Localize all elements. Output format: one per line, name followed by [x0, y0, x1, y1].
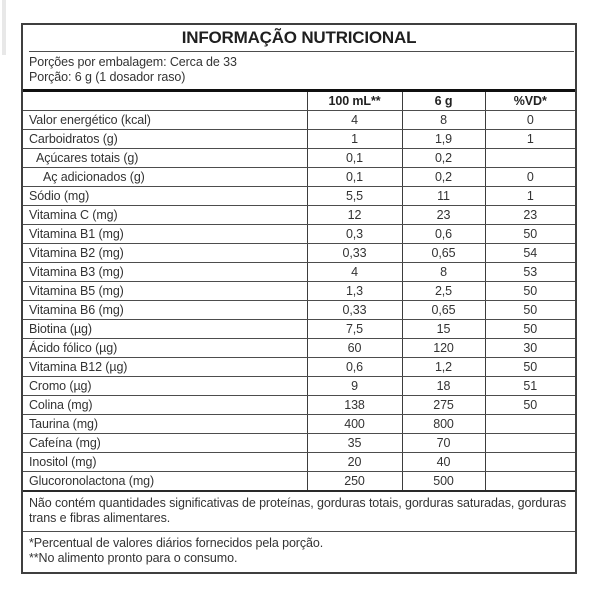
value-6g: 40 — [402, 453, 485, 472]
table-row-taurina — [23, 415, 575, 434]
value-vd: 30 — [485, 339, 575, 358]
table-row-acido-folico — [23, 339, 575, 358]
value-6g: 0,65 — [402, 301, 485, 320]
table-row-inositol — [23, 453, 575, 472]
nutrient-label: Vitamina C (mg) — [23, 206, 307, 225]
value-100ml: 4 — [307, 263, 402, 282]
nutrient-label: Vitamina B1 (mg) — [23, 225, 307, 244]
table-row-biotina — [23, 320, 575, 339]
nutrient-label: Biotina (µg) — [23, 320, 307, 339]
header-vd: %VD* — [485, 92, 575, 111]
value-100ml: 0,33 — [307, 244, 402, 263]
value-6g: 18 — [402, 377, 485, 396]
value-vd: 1 — [485, 130, 575, 149]
value-vd: 23 — [485, 206, 575, 225]
value-6g: 275 — [402, 396, 485, 415]
value-100ml: 35 — [307, 434, 402, 453]
nutrient-label: Aç adicionados (g) — [23, 168, 307, 187]
value-6g: 15 — [402, 320, 485, 339]
value-vd: 0 — [485, 168, 575, 187]
value-100ml: 9 — [307, 377, 402, 396]
nutrient-label: Glucoronolactona (mg) — [23, 472, 307, 492]
table-row-vitamina-b1 — [23, 225, 575, 244]
value-6g: 500 — [402, 472, 485, 492]
header-6g: 6 g — [402, 92, 485, 111]
value-100ml: 400 — [307, 415, 402, 434]
value-vd — [485, 472, 575, 492]
value-100ml: 138 — [307, 396, 402, 415]
scan-artifact — [2, 0, 6, 55]
value-100ml: 4 — [307, 111, 402, 130]
table-row-cromo — [23, 377, 575, 396]
servings-per-package: Porções por embalagem: Cerca de 33 — [29, 55, 237, 69]
value-6g: 8 — [402, 111, 485, 130]
nutrient-label: Vitamina B12 (µg) — [23, 358, 307, 377]
nutrient-label: Vitamina B5 (mg) — [23, 282, 307, 301]
value-6g: 23 — [402, 206, 485, 225]
table-row-carboidratos — [23, 130, 575, 149]
value-6g: 0,2 — [402, 149, 485, 168]
value-vd: 50 — [485, 301, 575, 320]
value-vd — [485, 415, 575, 434]
header-nutrient — [23, 92, 307, 111]
header-100ml: 100 mL** — [307, 92, 402, 111]
value-vd: 53 — [485, 263, 575, 282]
nutrient-label: Colina (mg) — [23, 396, 307, 415]
value-100ml: 60 — [307, 339, 402, 358]
nutrient-label: Valor energético (kcal) — [23, 111, 307, 130]
nutrient-label: Sódio (mg) — [23, 187, 307, 206]
value-vd: 50 — [485, 225, 575, 244]
table-row-acucares-totais — [23, 149, 575, 168]
table-row-vitamina-b12 — [23, 358, 575, 377]
table-row-vitamina-b2 — [23, 244, 575, 263]
table-row-sodio — [23, 187, 575, 206]
value-100ml: 1 — [307, 130, 402, 149]
value-6g: 8 — [402, 263, 485, 282]
nutrient-label: Cromo (µg) — [23, 377, 307, 396]
value-6g: 2,5 — [402, 282, 485, 301]
value-vd: 50 — [485, 282, 575, 301]
value-vd: 1 — [485, 187, 575, 206]
table-row-cafeina — [23, 434, 575, 453]
nutrient-label: Cafeína (mg) — [23, 434, 307, 453]
nutrient-label: Vitamina B2 (mg) — [23, 244, 307, 263]
value-100ml: 0,1 — [307, 149, 402, 168]
serving-info — [23, 52, 575, 89]
value-6g: 0,65 — [402, 244, 485, 263]
nutrient-label: Taurina (mg) — [23, 415, 307, 434]
value-6g: 70 — [402, 434, 485, 453]
footnote-ready-to-consume: **No alimento pronto para o consumo. — [29, 551, 238, 565]
value-vd: 51 — [485, 377, 575, 396]
value-vd: 50 — [485, 358, 575, 377]
value-100ml: 0,6 — [307, 358, 402, 377]
table-row-vitamina-b3 — [23, 263, 575, 282]
value-vd: 50 — [485, 320, 575, 339]
value-100ml: 12 — [307, 206, 402, 225]
table-header-row — [23, 92, 575, 111]
portion-size: Porção: 6 g (1 dosador raso) — [29, 70, 186, 84]
value-6g: 0,2 — [402, 168, 485, 187]
nutrition-label-panel — [21, 23, 577, 574]
value-vd — [485, 149, 575, 168]
value-6g: 120 — [402, 339, 485, 358]
table-row-vitamina-c — [23, 206, 575, 225]
value-6g: 0,6 — [402, 225, 485, 244]
nutrient-label: Inositol (mg) — [23, 453, 307, 472]
table-row-vitamina-b5 — [23, 282, 575, 301]
value-100ml: 7,5 — [307, 320, 402, 339]
value-100ml: 5,5 — [307, 187, 402, 206]
value-vd: 54 — [485, 244, 575, 263]
page-title: INFORMAÇÃO NUTRICIONAL — [181, 28, 417, 47]
value-100ml: 250 — [307, 472, 402, 492]
nutrient-label: Carboidratos (g) — [23, 130, 307, 149]
value-vd: 0 — [485, 111, 575, 130]
nutrition-table — [23, 92, 575, 492]
table-row-glucoronolactona — [23, 472, 575, 492]
value-6g: 1,9 — [402, 130, 485, 149]
footnote-daily-values: *Percentual de valores diários fornecidos pela porção. — [29, 536, 324, 550]
nutrient-label: Vitamina B6 (mg) — [23, 301, 307, 320]
value-100ml: 0,1 — [307, 168, 402, 187]
value-100ml: 20 — [307, 453, 402, 472]
table-row-ac-adicionados — [23, 168, 575, 187]
value-100ml: 0,33 — [307, 301, 402, 320]
nutrient-label: Ácido fólico (µg) — [23, 339, 307, 358]
value-vd — [485, 453, 575, 472]
value-vd — [485, 434, 575, 453]
table-row-colina — [23, 396, 575, 415]
value-vd: 50 — [485, 396, 575, 415]
value-100ml: 1,3 — [307, 282, 402, 301]
no-significant-amounts-note: Não contém quantidades significativas de proteínas, gorduras totais, gorduras saturadas, gorduras trans e fibras alimentares. — [23, 492, 575, 532]
value-6g: 800 — [402, 415, 485, 434]
value-6g: 11 — [402, 187, 485, 206]
footnotes — [23, 532, 575, 570]
value-100ml: 0,3 — [307, 225, 402, 244]
value-6g: 1,2 — [402, 358, 485, 377]
nutrient-label: Açúcares totais (g) — [23, 149, 307, 168]
nutrient-label: Vitamina B3 (mg) — [23, 263, 307, 282]
table-row-energia — [23, 111, 575, 130]
table-row-vitamina-b6 — [23, 301, 575, 320]
